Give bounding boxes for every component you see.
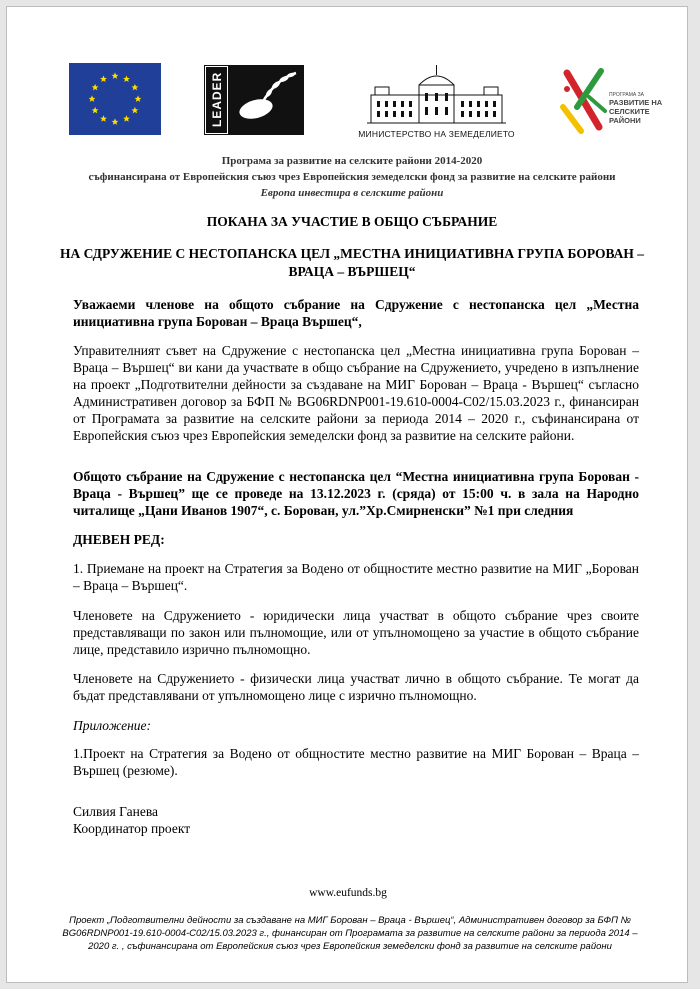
footer-note: Проект „Подготвителни дейности за създаване на МИГ Борован – Враца - Вършец“, Административен договор за БФП № BG06RDNP001-19.610-0004-C02/15.03.2023 г., финансиран от Програмата за развитие на селските райони за периода 2014 – 2020 г. , съфинансирана от Европейския съюз чрез Европейския земеделски фонд за развитие на селските райони xyxy=(62,915,638,952)
legal-members-paragraph: Членовете на Сдружението - юридически лица участват в общото събрание чрез своите представляващи по закон или пълномощие, или от упълномощено за участие в общото събрание лице, представило изрично пълномощно. xyxy=(73,608,639,657)
intro-paragraph: Управителният съвет на Сдружение с нестопанска цел „Местна инициативна група Борован – Враца – Вършец“ ви кани да участвате в общо събрание на Сдружението, учредено в изпълнение на проект „Подготвителни дейности за създаване на МИГ Борован – Враца - Вършец“ съгласно Административен договор за БФП № BG06RDNP001-19.610-0004-C02/15.03.2023 г., финансиран от Програмата за развитие на селските райони за периода 2014 – 2020 г., съфинансирана от Европейския съюз чрез Европейския земеделски фонд за развитие на селските райони. xyxy=(73,343,639,443)
leader-logo xyxy=(204,65,304,135)
meeting-paragraph: Общото събрание на Сдружение с нестопанска цел “Местна инициативна група Борован - Враца - Вършец” ще се проведе на 13.12.2023 г. (сряда) от 15:00 ч. в зала на Народно читалище „Цани Иванов 1907“, с. Борован, ул.”Хр.Смирненски” №1 при следния xyxy=(73,469,639,518)
attachment-item: 1.Проект на Стратегия за Водено от общностите местно развитие на МИГ Борован – Враца – Вършец (резюме). xyxy=(73,746,639,778)
rural-logo-line1: РАЗВИТИЕ НА xyxy=(609,98,663,107)
eu-flag-logo xyxy=(69,63,161,135)
association-title: НА СДРУЖЕНИЕ С НЕСТОПАНСКА ЦЕЛ „МЕСТНА ИНИЦИАТИВНА ГРУПА БОРОВАН – ВРАЦА – ВЪРШЕЦ“ xyxy=(59,246,645,279)
signer-name: Силвия Ганева xyxy=(73,804,159,819)
footer-url: www.eufunds.bg xyxy=(309,887,387,899)
rural-development-logo xyxy=(559,67,669,137)
rural-logo-line2: СЕЛСКИТЕ РАЙОНИ xyxy=(609,107,650,125)
leader-logo-text: LEADER xyxy=(210,71,224,127)
ministry-logo xyxy=(349,63,524,145)
signer-role: Координатор проект xyxy=(73,821,191,836)
agenda-heading: ДНЕВЕН РЕД: xyxy=(73,532,165,547)
ministry-caption: МИНИСТЕРСТВО НА ЗЕМЕДЕЛИЕТО xyxy=(358,129,515,139)
attachment-heading: Приложение: xyxy=(73,718,152,733)
rural-logo-small-text: ПРОГРАМА ЗА xyxy=(609,92,644,98)
agenda-item: 1. Приемане на проект на Стратегия за Водено от общностите местно развитие на МИГ „Борован – Враца – Вършец“. xyxy=(73,561,639,593)
physical-members-paragraph: Членовете на Сдружението - физически лица участват лично в общото събрание. Те могат да бъдат представлявани от упълномощено лице с изрично пълномощно. xyxy=(73,671,639,703)
program-line: Програма за развитие на селските райони 2014-2020 xyxy=(221,155,483,167)
greeting-paragraph: Уважаеми членове на общото събрание на Сдружение с нестопанска цел „Местна инициативна група Борован – Враца Вършец“, xyxy=(73,297,639,329)
invitation-title: ПОКАНА ЗА УЧАСТИЕ В ОБЩО СЪБРАНИЕ xyxy=(206,214,498,229)
document-page xyxy=(6,6,688,983)
cofinancing-line: съфинансирана от Европейския съюз чрез Европейския земеделски фонд за развитие на селските райони xyxy=(88,171,616,183)
slogan-line: Европа инвестира в селските райони xyxy=(260,187,444,199)
